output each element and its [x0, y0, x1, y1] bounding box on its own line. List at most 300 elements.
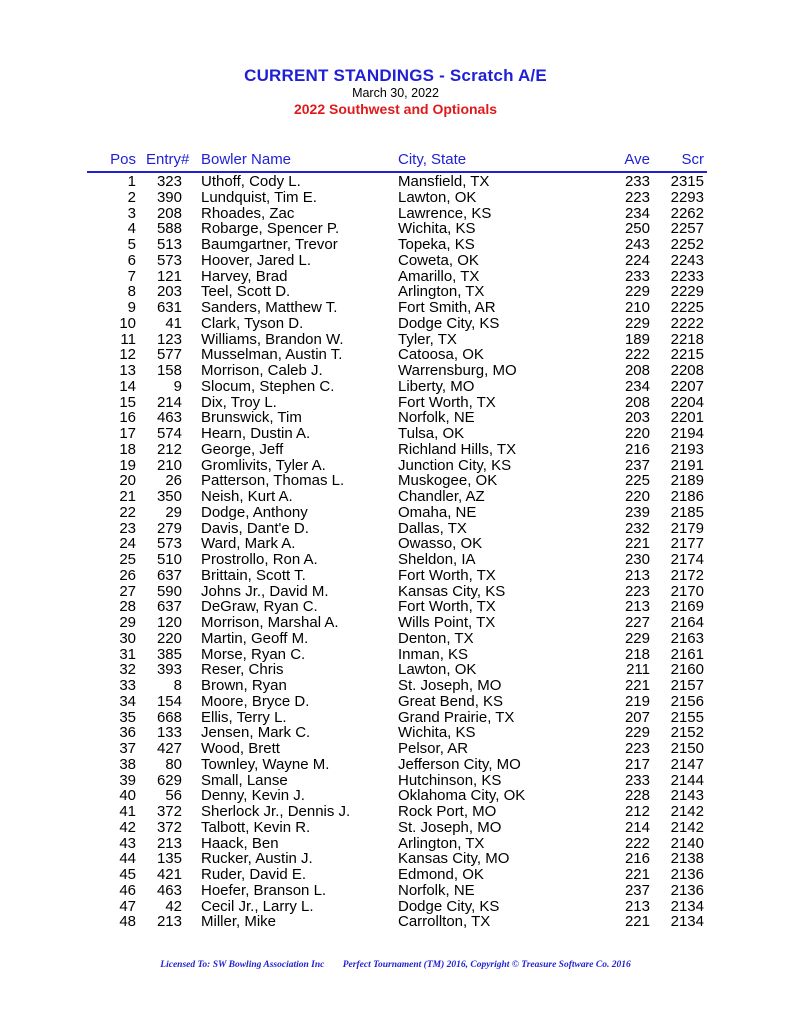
cell-pos: 40: [119, 787, 136, 805]
cell-pos: 21: [119, 488, 136, 505]
cell-scratch: 2134: [670, 913, 704, 931]
cell-entry: 577: [156, 346, 182, 364]
cell-entry: 574: [156, 425, 182, 442]
cell-pos: 3: [127, 204, 136, 222]
cell-scratch: 2229: [670, 283, 704, 301]
cell-entry: 213: [156, 834, 182, 852]
table-row: [0, 599, 791, 615]
cell-bowler-name: Johns Jr., David M.: [201, 582, 329, 600]
cell-average: 212: [624, 803, 650, 820]
cell-scratch: 2215: [670, 346, 704, 364]
cell-entry: 588: [156, 220, 182, 238]
cell-scratch: 2315: [670, 173, 704, 190]
cell-bowler-name: Hoefer, Branson L.: [201, 881, 327, 899]
cell-bowler-name: Clark, Tyson D.: [201, 314, 304, 332]
table-row: [0, 647, 791, 663]
cell-bowler-name: Robarge, Spencer P.: [201, 220, 340, 238]
cell-bowler-name: Harvey, Brad: [201, 267, 288, 285]
column-header-entry: Entry#: [146, 151, 190, 168]
cell-average: 211: [626, 661, 650, 679]
cell-entry: 590: [156, 582, 182, 600]
cell-average: 220: [624, 488, 650, 505]
cell-average: 250: [624, 220, 650, 238]
cell-city-state: Norfolk, NE: [398, 409, 475, 427]
cell-pos: 1: [127, 173, 136, 190]
cell-average: 207: [624, 708, 650, 726]
cell-bowler-name: Baumgartner, Trevor: [201, 236, 338, 253]
footer-copyright: Perfect Tournament (TM) 2016, Copyright © Treasure Software Co. 2016: [342, 960, 631, 970]
cell-entry: 279: [156, 519, 182, 537]
cell-city-state: Mansfield, TX: [398, 173, 490, 190]
cell-bowler-name: Hearn, Dustin A.: [201, 425, 311, 442]
cell-average: 213: [624, 566, 650, 584]
table-row: [0, 505, 791, 521]
cell-average: 203: [624, 409, 650, 427]
cell-city-state: Muskogee, OK: [398, 472, 498, 490]
cell-scratch: 2142: [670, 818, 704, 836]
cell-entry: 637: [156, 598, 182, 616]
cell-entry: 385: [156, 645, 182, 663]
table-row: [0, 332, 791, 348]
page-title: CURRENT STANDINGS - Scratch A/E: [244, 66, 547, 85]
standings-table: [0, 174, 791, 930]
cell-entry: 372: [156, 803, 182, 820]
cell-pos: 30: [119, 629, 136, 647]
cell-pos: 8: [127, 283, 136, 301]
cell-bowler-name: Ruder, David E.: [201, 866, 307, 883]
cell-entry: 41: [165, 314, 182, 332]
cell-scratch: 2208: [670, 362, 704, 379]
cell-pos: 27: [119, 582, 136, 600]
cell-city-state: Great Bend, KS: [398, 692, 504, 710]
cell-entry: 203: [156, 283, 182, 301]
cell-bowler-name: Prostrollo, Ron A.: [201, 551, 318, 568]
cell-entry: 463: [156, 881, 182, 899]
cell-city-state: Tulsa, OK: [398, 425, 465, 442]
table-row: [0, 284, 791, 300]
cell-average: 220: [624, 425, 650, 442]
cell-bowler-name: Moore, Bryce D.: [201, 692, 310, 710]
cell-bowler-name: Neish, Kurt A.: [201, 488, 293, 505]
cell-entry: 573: [156, 251, 182, 269]
cell-entry: 637: [156, 566, 182, 584]
table-row: [0, 568, 791, 584]
cell-bowler-name: Townley, Wayne M.: [201, 755, 330, 773]
cell-entry: 668: [156, 708, 182, 726]
cell-bowler-name: DeGraw, Ryan C.: [201, 598, 318, 616]
cell-average: 223: [624, 188, 650, 206]
cell-scratch: 2160: [670, 661, 704, 679]
table-row: [0, 914, 791, 930]
cell-pos: 22: [119, 503, 136, 521]
cell-bowler-name: Sanders, Matthew T.: [201, 299, 338, 316]
cell-city-state: Denton, TX: [398, 629, 474, 647]
table-row: [0, 694, 791, 710]
cell-entry: 393: [156, 661, 182, 679]
table-row: [0, 725, 791, 741]
cell-pos: 11: [120, 330, 136, 348]
cell-scratch: 2179: [670, 519, 704, 537]
cell-bowler-name: Slocum, Stephen C.: [201, 377, 335, 395]
cell-bowler-name: George, Jeff: [201, 440, 284, 458]
cell-scratch: 2191: [670, 456, 704, 474]
table-row: [0, 883, 791, 899]
cell-entry: 631: [156, 299, 182, 316]
cell-scratch: 2293: [670, 188, 704, 206]
cell-scratch: 2163: [670, 629, 704, 647]
cell-scratch: 2156: [670, 692, 704, 710]
cell-bowler-name: Uthoff, Cody L.: [201, 173, 301, 190]
cell-city-state: Fort Smith, AR: [398, 299, 496, 316]
cell-entry: 213: [156, 913, 182, 931]
cell-average: 232: [624, 519, 650, 537]
cell-entry: 154: [156, 692, 182, 710]
cell-pos: 37: [119, 740, 136, 757]
cell-average: 210: [624, 299, 650, 316]
cell-bowler-name: Gromlivits, Tyler A.: [201, 456, 326, 474]
cell-average: 221: [624, 535, 650, 553]
table-row: [0, 190, 791, 206]
cell-pos: 19: [119, 456, 136, 474]
cell-average: 233: [624, 173, 650, 190]
table-row: [0, 253, 791, 269]
cell-bowler-name: Denny, Kevin J.: [201, 787, 305, 805]
cell-scratch: 2142: [670, 803, 704, 820]
table-row: [0, 741, 791, 757]
cell-scratch: 2152: [670, 724, 704, 742]
cell-bowler-name: Ward, Mark A.: [201, 535, 296, 553]
table-row: [0, 426, 791, 442]
cell-average: 239: [624, 503, 650, 521]
cell-scratch: 2193: [670, 440, 704, 458]
cell-average: 223: [624, 740, 650, 757]
cell-pos: 34: [119, 692, 136, 710]
table-row: [0, 678, 791, 694]
cell-city-state: Inman, KS: [398, 645, 469, 663]
cell-entry: 427: [156, 740, 182, 757]
cell-entry: 350: [156, 488, 182, 505]
cell-average: 237: [624, 881, 650, 899]
cell-bowler-name: Small, Lanse: [201, 771, 288, 789]
cell-bowler-name: Haack, Ben: [201, 834, 279, 852]
table-row: [0, 489, 791, 505]
cell-average: 214: [624, 818, 650, 836]
cell-pos: 13: [119, 362, 136, 379]
cell-average: 234: [624, 377, 650, 395]
cell-scratch: 2207: [670, 377, 704, 395]
cell-pos: 35: [119, 708, 136, 726]
cell-pos: 17: [119, 425, 136, 442]
cell-scratch: 2225: [670, 299, 704, 316]
cell-scratch: 2222: [670, 314, 704, 332]
cell-average: 229: [624, 629, 650, 647]
cell-scratch: 2138: [670, 850, 704, 868]
cell-city-state: Sheldon, IA: [398, 551, 476, 568]
cell-bowler-name: Teel, Scott D.: [201, 283, 291, 301]
cell-entry: 573: [156, 535, 182, 553]
cell-bowler-name: Williams, Brandon W.: [201, 330, 344, 348]
cell-city-state: Fort Worth, TX: [398, 566, 496, 584]
cell-city-state: Dodge City, KS: [398, 314, 500, 332]
cell-city-state: Oklahoma City, OK: [398, 787, 526, 805]
cell-average: 216: [624, 440, 650, 458]
table-row: [0, 851, 791, 867]
cell-city-state: Hutchinson, KS: [398, 771, 502, 789]
cell-average: 228: [624, 787, 650, 805]
cell-scratch: 2157: [670, 677, 704, 694]
cell-entry: 42: [165, 897, 182, 915]
cell-city-state: Lawton, OK: [398, 661, 477, 679]
cell-pos: 12: [119, 346, 136, 364]
cell-city-state: Tyler, TX: [398, 330, 457, 348]
cell-pos: 47: [119, 897, 136, 915]
cell-pos: 20: [119, 472, 136, 490]
cell-average: 227: [624, 614, 650, 631]
cell-average: 218: [624, 645, 650, 663]
cell-entry: 323: [156, 173, 182, 190]
cell-bowler-name: Reser, Chris: [201, 661, 284, 679]
table-row: [0, 174, 791, 190]
cell-pos: 15: [119, 393, 136, 411]
cell-entry: 212: [156, 440, 182, 458]
column-header-city: City, State: [398, 151, 467, 168]
cell-scratch: 2170: [670, 582, 704, 600]
cell-pos: 45: [119, 866, 136, 883]
cell-pos: 36: [119, 724, 136, 742]
cell-scratch: 2134: [670, 897, 704, 915]
cell-pos: 4: [127, 220, 136, 238]
cell-average: 233: [624, 771, 650, 789]
cell-entry: 123: [156, 330, 182, 348]
cell-pos: 25: [119, 551, 136, 568]
table-row: [0, 221, 791, 237]
cell-entry: 220: [156, 629, 182, 647]
report-date: March 30, 2022: [352, 86, 439, 100]
cell-city-state: Fort Worth, TX: [398, 393, 496, 411]
cell-entry: 80: [165, 755, 182, 773]
cell-average: 221: [624, 866, 650, 883]
table-row: [0, 836, 791, 852]
cell-city-state: Richland Hills, TX: [398, 440, 517, 458]
column-header-name: Bowler Name: [201, 151, 292, 168]
table-row: [0, 631, 791, 647]
cell-average: 222: [624, 346, 650, 364]
cell-scratch: 2233: [670, 267, 704, 285]
cell-bowler-name: Davis, Dant'e D.: [201, 519, 309, 537]
footer-license: Licensed To: SW Bowling Association Inc: [160, 960, 325, 970]
cell-average: 225: [624, 472, 650, 490]
cell-scratch: 2172: [670, 566, 704, 584]
table-row: [0, 788, 791, 804]
cell-pos: 38: [119, 755, 136, 773]
column-header-pos: Pos: [110, 151, 136, 168]
cell-city-state: Edmond, OK: [398, 866, 484, 883]
cell-bowler-name: Rhoades, Zac: [201, 204, 295, 222]
cell-scratch: 2161: [670, 645, 704, 663]
cell-average: 217: [624, 755, 650, 773]
cell-bowler-name: Rucker, Austin J.: [201, 850, 313, 868]
cell-entry: 120: [156, 614, 182, 631]
cell-city-state: Coweta, OK: [398, 251, 479, 269]
cell-bowler-name: Wood, Brett: [201, 740, 280, 757]
cell-entry: 8: [173, 677, 182, 694]
cell-entry: 26: [165, 472, 182, 490]
table-row: [0, 710, 791, 726]
table-row: [0, 899, 791, 915]
cell-bowler-name: Miller, Mike: [201, 913, 277, 931]
cell-entry: 29: [165, 503, 182, 521]
cell-bowler-name: Cecil Jr., Larry L.: [201, 897, 314, 915]
table-row: [0, 757, 791, 773]
cell-city-state: Dallas, TX: [398, 519, 467, 537]
cell-bowler-name: Lundquist, Tim E.: [201, 188, 317, 206]
table-row: [0, 206, 791, 222]
cell-entry: 629: [156, 771, 182, 789]
cell-bowler-name: Morrison, Marshal A.: [201, 614, 339, 631]
cell-entry: 214: [156, 393, 182, 411]
cell-city-state: Chandler, AZ: [398, 488, 485, 505]
cell-city-state: Topeka, KS: [398, 236, 475, 253]
cell-scratch: 2262: [670, 204, 704, 222]
cell-entry: 210: [156, 456, 182, 474]
cell-scratch: 2257: [670, 220, 704, 238]
cell-scratch: 2150: [670, 740, 704, 757]
cell-pos: 44: [119, 850, 136, 868]
cell-pos: 26: [119, 566, 136, 584]
cell-scratch: 2174: [670, 551, 704, 568]
cell-average: 189: [624, 330, 650, 348]
cell-entry: 121: [156, 267, 182, 285]
cell-average: 208: [624, 393, 650, 411]
cell-scratch: 2140: [670, 834, 704, 852]
cell-bowler-name: Musselman, Austin T.: [201, 346, 343, 364]
table-row: [0, 662, 791, 678]
cell-city-state: Junction City, KS: [398, 456, 512, 474]
cell-pos: 23: [119, 519, 136, 537]
cell-bowler-name: Dix, Troy L.: [201, 393, 277, 411]
cell-city-state: Lawrence, KS: [398, 204, 492, 222]
cell-average: 243: [624, 236, 650, 253]
cell-city-state: Rock Port, MO: [398, 803, 497, 820]
cell-pos: 6: [127, 251, 136, 269]
cell-scratch: 2169: [670, 598, 704, 616]
cell-bowler-name: Jensen, Mark C.: [201, 724, 311, 742]
cell-bowler-name: Brittain, Scott T.: [201, 566, 306, 584]
cell-average: 233: [624, 267, 650, 285]
table-row: [0, 347, 791, 363]
cell-city-state: Arlington, TX: [398, 834, 485, 852]
table-row: [0, 521, 791, 537]
cell-bowler-name: Brown, Ryan: [201, 677, 287, 694]
cell-city-state: Wills Point, TX: [398, 614, 496, 631]
table-row: [0, 458, 791, 474]
table-row: [0, 615, 791, 631]
cell-bowler-name: Patterson, Thomas L.: [201, 472, 345, 490]
cell-scratch: 2218: [670, 330, 704, 348]
cell-city-state: Fort Worth, TX: [398, 598, 496, 616]
cell-bowler-name: Talbott, Kevin R.: [201, 818, 311, 836]
cell-bowler-name: Dodge, Anthony: [201, 503, 308, 521]
cell-city-state: Omaha, NE: [398, 503, 477, 521]
cell-pos: 16: [119, 409, 136, 427]
cell-city-state: Jefferson City, MO: [398, 755, 521, 773]
cell-entry: 513: [156, 236, 182, 253]
cell-pos: 14: [119, 377, 136, 395]
cell-average: 237: [624, 456, 650, 474]
cell-scratch: 2189: [670, 472, 704, 490]
cell-scratch: 2243: [670, 251, 704, 269]
cell-pos: 42: [119, 818, 136, 836]
cell-entry: 208: [156, 204, 182, 222]
cell-pos: 43: [119, 834, 136, 852]
cell-average: 216: [624, 850, 650, 868]
cell-pos: 33: [119, 677, 136, 694]
cell-scratch: 2164: [670, 614, 704, 631]
cell-scratch: 2144: [670, 771, 704, 789]
cell-average: 224: [624, 251, 650, 269]
cell-city-state: St. Joseph, MO: [398, 677, 502, 694]
cell-scratch: 2136: [670, 866, 704, 883]
cell-city-state: Catoosa, OK: [398, 346, 484, 364]
cell-scratch: 2185: [670, 503, 704, 521]
cell-average: 221: [624, 677, 650, 694]
table-row: [0, 316, 791, 332]
cell-pos: 31: [119, 645, 136, 663]
cell-bowler-name: Morse, Ryan C.: [201, 645, 306, 663]
cell-city-state: Kansas City, MO: [398, 850, 510, 868]
cell-entry: 510: [156, 551, 182, 568]
cell-city-state: Pelsor, AR: [398, 740, 469, 757]
cell-entry: 9: [173, 377, 182, 395]
column-header-scr: Scr: [681, 151, 704, 168]
cell-average: 213: [624, 598, 650, 616]
cell-average: 234: [624, 204, 650, 222]
cell-pos: 46: [119, 881, 136, 899]
cell-city-state: Norfolk, NE: [398, 881, 475, 899]
table-row: [0, 410, 791, 426]
cell-pos: 2: [127, 188, 136, 206]
cell-entry: 56: [165, 787, 182, 805]
cell-pos: 10: [119, 314, 136, 332]
cell-bowler-name: Martin, Geoff M.: [201, 629, 309, 647]
table-row: [0, 773, 791, 789]
cell-city-state: Amarillo, TX: [398, 267, 480, 285]
cell-entry: 135: [156, 850, 182, 868]
table-row: [0, 442, 791, 458]
cell-scratch: 2143: [670, 787, 704, 805]
cell-average: 229: [624, 724, 650, 742]
cell-average: 208: [624, 362, 650, 379]
cell-pos: 9: [127, 299, 136, 316]
table-row: [0, 300, 791, 316]
cell-pos: 29: [119, 614, 136, 631]
cell-scratch: 2136: [670, 881, 704, 899]
table-row: [0, 395, 791, 411]
cell-pos: 5: [127, 236, 136, 253]
cell-scratch: 2204: [670, 393, 704, 411]
cell-pos: 7: [127, 267, 136, 285]
cell-average: 229: [624, 283, 650, 301]
cell-scratch: 2177: [670, 535, 704, 553]
cell-entry: 390: [156, 188, 182, 206]
cell-entry: 158: [156, 362, 182, 379]
footer: [0, 960, 791, 970]
cell-scratch: 2201: [670, 409, 704, 427]
cell-city-state: Owasso, OK: [398, 535, 483, 553]
table-row: [0, 363, 791, 379]
cell-scratch: 2252: [670, 236, 704, 253]
cell-scratch: 2186: [670, 488, 704, 505]
